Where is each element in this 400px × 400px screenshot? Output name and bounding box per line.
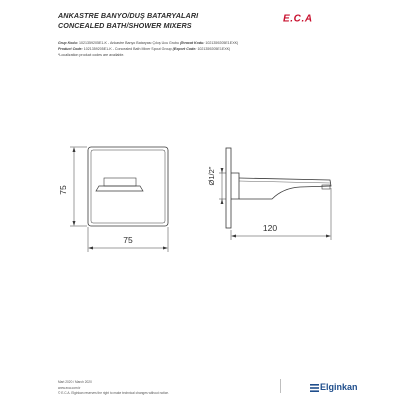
height-dimension xyxy=(70,147,87,226)
footer-website: www.eca.com.tr xyxy=(58,386,81,390)
elginkan-logo-icon xyxy=(310,384,319,392)
eca-logo-text: E.C.A xyxy=(283,13,313,23)
pipe-dimension xyxy=(219,168,226,204)
group-code-label: Grup Kodu: xyxy=(58,41,78,45)
title-turkish: ANKASTRE BANYO/DUŞ BATARYALARI xyxy=(58,11,199,20)
stem-side xyxy=(231,173,239,199)
front-view xyxy=(88,147,168,226)
spout-top-face xyxy=(104,178,136,186)
elginkan-brand: Elginkan xyxy=(320,382,358,392)
cover-plate-inner-edge xyxy=(91,150,165,223)
group-export-value: 1021359205E1EXK) xyxy=(205,41,239,45)
title-english: CONCEALED BATH/SHOWER MIXERS xyxy=(58,21,192,30)
cover-plate-outline xyxy=(88,147,168,226)
product-code-value: 1021359205E1-K - Concealed Bath Mixer Spout Group xyxy=(83,47,172,51)
spout-outlet-side xyxy=(322,185,330,189)
width-arrow-left xyxy=(88,247,93,250)
product-export-label: (Export Code: xyxy=(172,47,197,51)
pipe-arrow-bottom xyxy=(221,199,224,204)
width-label: 75 xyxy=(123,235,133,245)
spout-edge-line xyxy=(239,181,330,183)
spout-outlet-front xyxy=(96,186,143,191)
wall-plate-side xyxy=(226,148,231,228)
length-dimension xyxy=(231,188,331,240)
length-arrow-right xyxy=(326,235,331,238)
height-arrow-top xyxy=(73,147,76,152)
group-export-label: (İhracat Kodu: xyxy=(180,41,205,45)
height-label: 75 xyxy=(58,185,68,195)
product-export-value: 1021359205E1EXK) xyxy=(197,47,231,51)
product-code-label: Product Code: xyxy=(58,47,83,51)
footer-date: Mart 2020 / March 2020 xyxy=(58,380,92,384)
footer-divider xyxy=(280,379,281,393)
group-code-value: 1021359205E1-K - Ankastre Banyo Bataryası Çıkış Ucu Grubu xyxy=(78,41,180,45)
length-label: 120 xyxy=(262,223,278,233)
side-view xyxy=(226,148,331,228)
length-arrow-left xyxy=(231,235,236,238)
width-arrow-right xyxy=(163,247,168,250)
footer-copyright: © E.C.A. Elginkan reserves the right to make technical changes without notice. xyxy=(58,391,169,395)
pipe-arrow-top xyxy=(221,168,224,173)
localization-note: *Localization product codes are available. xyxy=(58,53,125,57)
pipe-label: Ø1/2" xyxy=(207,166,216,186)
height-arrow-bottom xyxy=(73,221,76,226)
